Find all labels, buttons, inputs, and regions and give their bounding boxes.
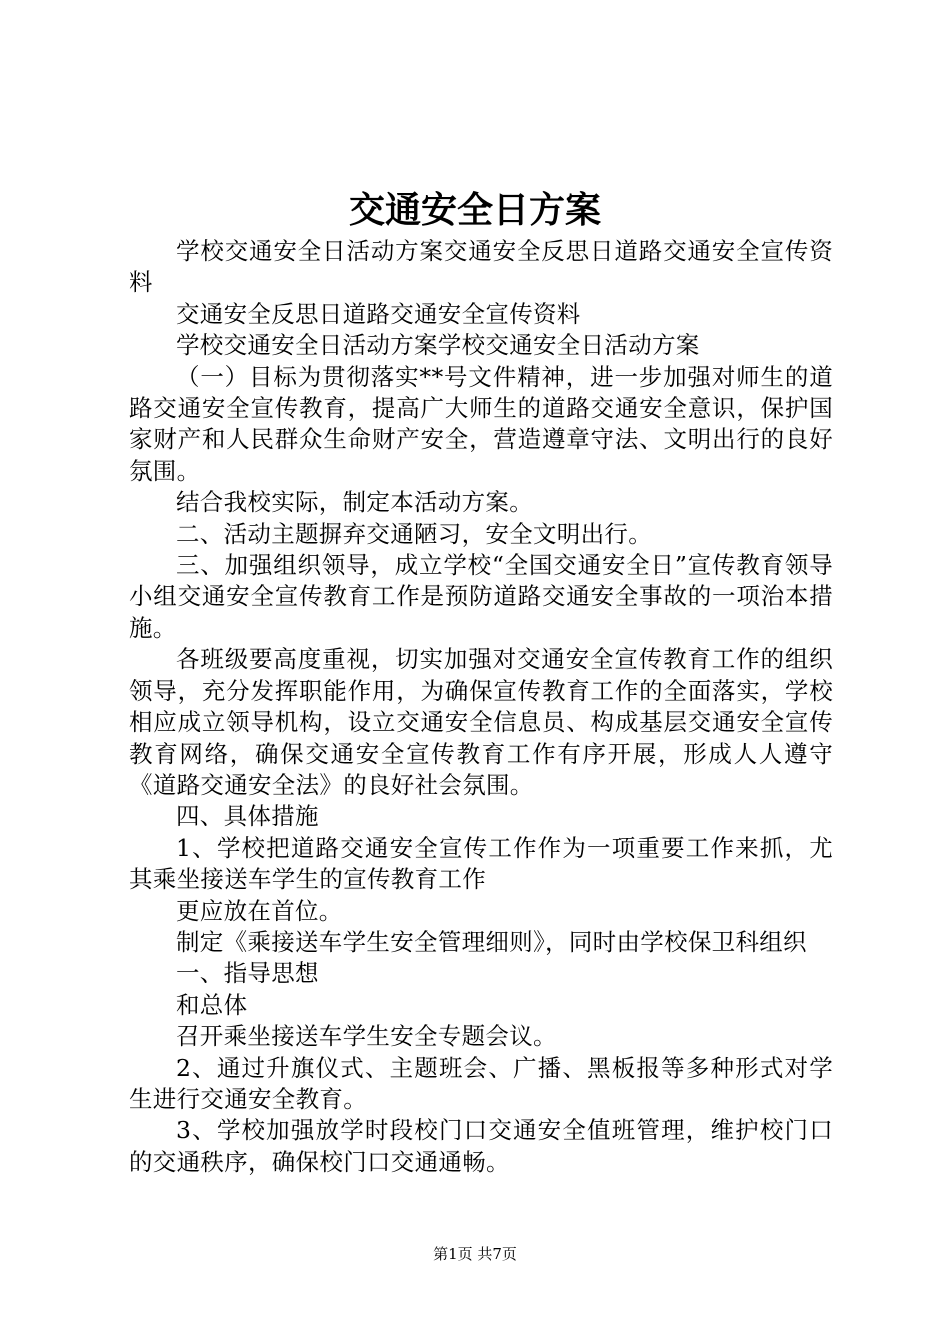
paragraph: 1、学校把道路交通安全宣传工作作为一项重要工作来抓，尤其乘坐接送车学生的宣传教育工作 [129, 833, 833, 894]
paragraph: 召开乘坐接送车学生安全专题会议。 [176, 1022, 557, 1051]
document-body [129, 236, 833, 1178]
paragraph: 各班级要高度重视，切实加强对交通安全宣传教育工作的组织领导，充分发挥职能作用，为确保宣传教育工作的全面落实，学校相应成立领导机构，设立交通安全信息员、构成基层交通安全宣传教育网络，确保交通安全宣传教育工作有序开展，形成人人遵守《道路交通安全法》的良好社会氛围。 [129, 645, 833, 799]
paragraph: 制定《乘接送车学生安全管理细则》，同时由学校保卫科组织 [176, 927, 807, 956]
paragraph: 三、加强组织领导，成立学校“全国交通安全日”宣传教育领导小组交通安全宣传教育工作是预防道路交通安全事故的一项治本措施。 [129, 551, 833, 642]
page-number-footer: 第1页 共7页 [433, 1245, 517, 1263]
paragraph: 3、学校加强放学时段校门口交通安全值班管理，维护校门口的交通秩序，确保校门口交通通畅。 [129, 1116, 833, 1176]
paragraph: 一、指导思想 [176, 959, 319, 988]
paragraph: 二、活动主题摒弃交通陋习，安全文明出行。 [176, 519, 652, 548]
paragraph: 结合我校实际，制定本活动方案。 [176, 488, 533, 517]
paragraph: 学校交通安全日活动方案学校交通安全日活动方案 [176, 331, 700, 360]
paragraph: 交通安全反思日道路交通安全宣传资料 [176, 299, 581, 328]
paragraph: 更应放在首位。 [176, 896, 343, 925]
paragraph: 学校交通安全日活动方案交通安全反思日道路交通安全宣传资料 [129, 237, 833, 297]
paragraph: 2、通过升旗仪式、主题班会、广播、黑板报等多种形式对学生进行交通安全教育。 [129, 1053, 833, 1113]
paragraph: （一）目标为贯彻落实**号文件精神，进一步加强对师生的道路交通安全宣传教育，提高广大师生的道路交通安全意识，保护国家财产和人民群众生命财产安全，营造遵章守法、文明出行的良好氛围。 [129, 362, 833, 485]
paragraph: 四、具体措施 [176, 802, 319, 831]
paragraph: 和总体 [176, 990, 248, 1019]
document-title: 交通安全日方案 [348, 189, 601, 231]
